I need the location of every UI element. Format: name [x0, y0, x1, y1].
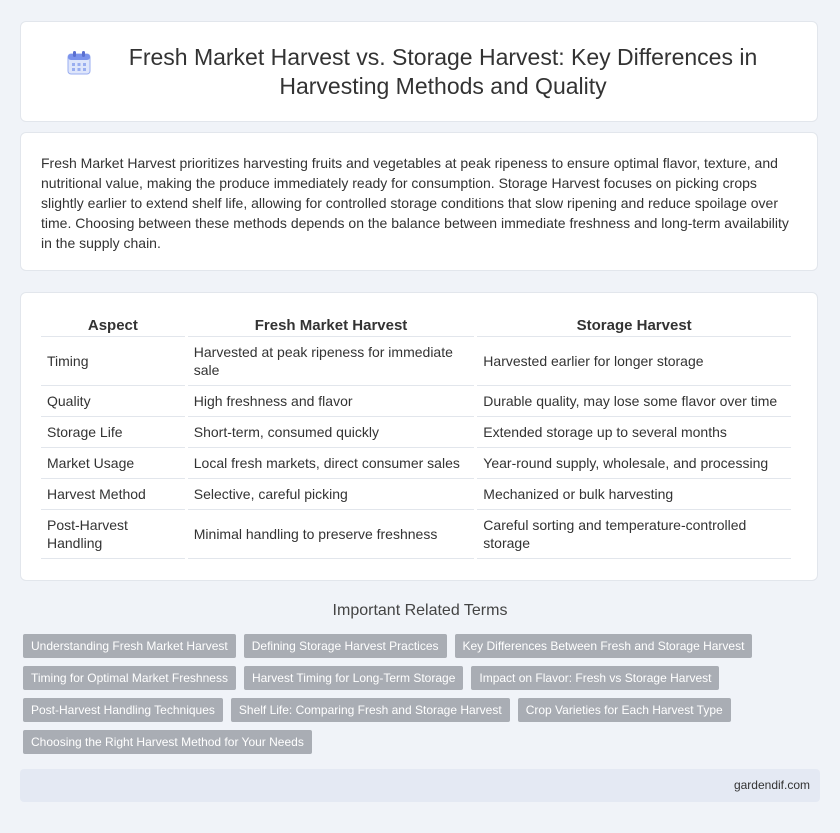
- related-term-tag[interactable]: Timing for Optimal Market Freshness: [23, 666, 236, 690]
- related-term-tag[interactable]: Shelf Life: Comparing Fresh and Storage Harvest: [231, 698, 510, 722]
- table-cell: Post-Harvest Handling: [41, 510, 185, 559]
- comparison-card: [20, 292, 818, 581]
- table-cell: Local fresh markets, direct consumer sales: [188, 448, 475, 479]
- table-cell: Short-term, consumed quickly: [188, 417, 475, 448]
- footer-bar: [20, 769, 820, 802]
- table-cell: Selective, careful picking: [188, 479, 475, 510]
- intro-text: Fresh Market Harvest prioritizes harvesting fruits and vegetables at peak ripeness to ensure optimal flavor, texture, and nutritional value, making the produce immediately ready for consumption. Storage Harvest focuses on picking crops slightly earlier to extend shelf life, allowing for controlled storage conditions that slow ripening and reduce spoilage over time. Choosing between these methods depends on the balance between immediate freshness and long-term availability in the supply chain.: [41, 155, 789, 251]
- table-row: [41, 386, 791, 417]
- table-cell: Harvested at peak ripeness for immediate sale: [188, 337, 475, 386]
- table-cell: Market Usage: [41, 448, 185, 479]
- related-term-tag[interactable]: Harvest Timing for Long-Term Storage: [244, 666, 463, 690]
- table-cell: Year-round supply, wholesale, and processing: [477, 448, 791, 479]
- calendar-icon: [65, 49, 93, 77]
- table-header-row: [41, 311, 791, 337]
- table-cell: Durable quality, may lose some flavor over time: [477, 386, 791, 417]
- page-title: Fresh Market Harvest vs. Storage Harvest: Key Differences in Harvesting Methods and Quality: [128, 43, 758, 99]
- table-row: [41, 510, 791, 559]
- table-cell: Timing: [41, 337, 185, 386]
- table-cell: Careful sorting and temperature-controlled storage: [477, 510, 791, 559]
- table-cell: Harvested earlier for longer storage: [477, 337, 791, 386]
- header-card: [20, 21, 818, 122]
- table-cell: Mechanized or bulk harvesting: [477, 479, 791, 510]
- column-header: Aspect: [41, 311, 185, 337]
- intro-card: [20, 132, 818, 271]
- column-header: Fresh Market Harvest: [188, 311, 475, 337]
- table-cell: Extended storage up to several months: [477, 417, 791, 448]
- table-cell: Quality: [41, 386, 185, 417]
- table-row: [41, 479, 791, 510]
- related-term-tag[interactable]: Impact on Flavor: Fresh vs Storage Harvest: [471, 666, 719, 690]
- site-link[interactable]: gardendif.com: [733, 778, 810, 792]
- table-cell: Storage Life: [41, 417, 185, 448]
- comparison-table: [38, 311, 794, 559]
- related-term-tag[interactable]: Defining Storage Harvest Practices: [244, 634, 447, 658]
- table-cell: High freshness and flavor: [188, 386, 475, 417]
- related-terms-list: [23, 634, 803, 762]
- column-header: Storage Harvest: [477, 311, 791, 337]
- related-term-tag[interactable]: Crop Varieties for Each Harvest Type: [518, 698, 731, 722]
- table-row: [41, 337, 791, 386]
- table-cell: Harvest Method: [41, 479, 185, 510]
- related-term-tag[interactable]: Understanding Fresh Market Harvest: [23, 634, 236, 658]
- table-cell: Minimal handling to preserve freshness: [188, 510, 475, 559]
- related-term-tag[interactable]: Key Differences Between Fresh and Storage Harvest: [455, 634, 753, 658]
- related-terms-title: Important Related Terms: [332, 602, 508, 619]
- table-row: [41, 448, 791, 479]
- related-term-tag[interactable]: Post-Harvest Handling Techniques: [23, 698, 223, 722]
- related-term-tag[interactable]: Choosing the Right Harvest Method for Your Needs: [23, 730, 312, 754]
- table-row: [41, 417, 791, 448]
